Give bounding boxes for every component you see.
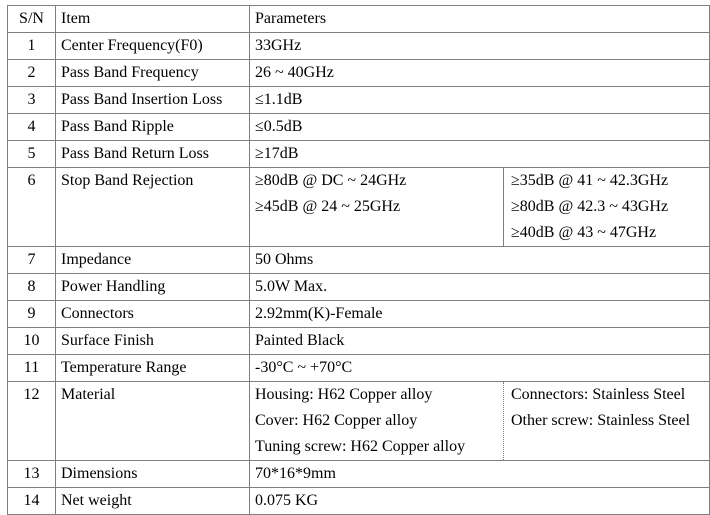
row-sn: 5 — [8, 141, 56, 168]
table-row — [8, 247, 710, 274]
row-item: Stop Band Rejection — [56, 168, 250, 247]
row-item: Pass Band Return Loss — [56, 141, 250, 168]
row-item: Pass Band Insertion Loss — [56, 87, 250, 114]
row-item: Center Frequency(F0) — [56, 33, 250, 60]
table-row — [8, 141, 710, 168]
table-row — [8, 355, 710, 382]
row-sn: 11 — [8, 355, 56, 382]
row-value: 33GHz — [250, 33, 710, 60]
row-sn: 13 — [8, 461, 56, 488]
row-value: 26 ~ 40GHz — [250, 60, 710, 87]
table-row — [8, 328, 710, 355]
table-row — [8, 461, 710, 488]
row-sn: 9 — [8, 301, 56, 328]
row-value — [250, 168, 710, 247]
row-value: 50 Ohms — [250, 247, 710, 274]
stop-band-right — [504, 168, 710, 246]
row-item: Temperature Range — [56, 355, 250, 382]
header-sn: S/N — [8, 6, 56, 33]
value-line: Other screw: Stainless Steel — [511, 412, 691, 429]
row-item: Net weight — [56, 488, 250, 515]
row-item: Power Handling — [56, 274, 250, 301]
row-sn: 12 — [8, 382, 56, 461]
row-sn: 2 — [8, 60, 56, 87]
header-row — [8, 6, 710, 33]
table-row — [8, 60, 710, 87]
row-item: Pass Band Frequency — [56, 60, 250, 87]
table-row — [8, 301, 710, 328]
row-value: -30°C ~ +70°C — [250, 355, 710, 382]
row-value: 70*16*9mm — [250, 461, 710, 488]
value-line: ≥45dB @ 24 ~ 25GHz — [255, 198, 401, 215]
header-parameters: Parameters — [250, 6, 710, 33]
row-sn: 6 — [8, 168, 56, 247]
row-sn: 10 — [8, 328, 56, 355]
table-row — [8, 274, 710, 301]
row-item: Connectors — [56, 301, 250, 328]
row-value: 5.0W Max. — [250, 274, 710, 301]
row-sn: 4 — [8, 114, 56, 141]
row-value: 2.92mm(K)-Female — [250, 301, 710, 328]
header-item: Item — [56, 6, 250, 33]
table-row — [8, 114, 710, 141]
table-row — [8, 87, 710, 114]
row-item: Dimensions — [56, 461, 250, 488]
row-item: Impedance — [56, 247, 250, 274]
spec-table — [7, 5, 710, 515]
row-value: ≤0.5dB — [250, 114, 710, 141]
row-item: Pass Band Ripple — [56, 114, 250, 141]
value-line: Tuning screw: H62 Copper alloy — [255, 438, 466, 455]
value-line: Housing: H62 Copper alloy — [255, 386, 433, 403]
row-item: Material — [56, 382, 250, 461]
table-row — [8, 33, 710, 60]
row-sn: 3 — [8, 87, 56, 114]
row-value: ≤1.1dB — [250, 87, 710, 114]
material-right — [504, 382, 710, 460]
row-sn: 14 — [8, 488, 56, 515]
row-value: 0.075 KG — [250, 488, 710, 515]
value-line: ≥80dB @ DC ~ 24GHz — [255, 172, 407, 189]
value-line: Connectors: Stainless Steel — [511, 386, 686, 403]
value-line: ≥80dB @ 42.3 ~ 43GHz — [511, 198, 669, 215]
row-sn: 8 — [8, 274, 56, 301]
stop-band-left — [250, 168, 504, 246]
table-row — [8, 382, 710, 461]
material-left — [250, 382, 504, 460]
value-line: ≥35dB @ 41 ~ 42.3GHz — [511, 172, 669, 189]
row-sn: 1 — [8, 33, 56, 60]
row-sn: 7 — [8, 247, 56, 274]
value-line: Cover: H62 Copper alloy — [255, 412, 418, 429]
table-row — [8, 168, 710, 247]
table-row — [8, 488, 710, 515]
row-item: Surface Finish — [56, 328, 250, 355]
value-line: ≥40dB @ 43 ~ 47GHz — [511, 224, 657, 241]
row-value — [250, 382, 710, 461]
row-value: Painted Black — [250, 328, 710, 355]
row-value: ≥17dB — [250, 141, 710, 168]
